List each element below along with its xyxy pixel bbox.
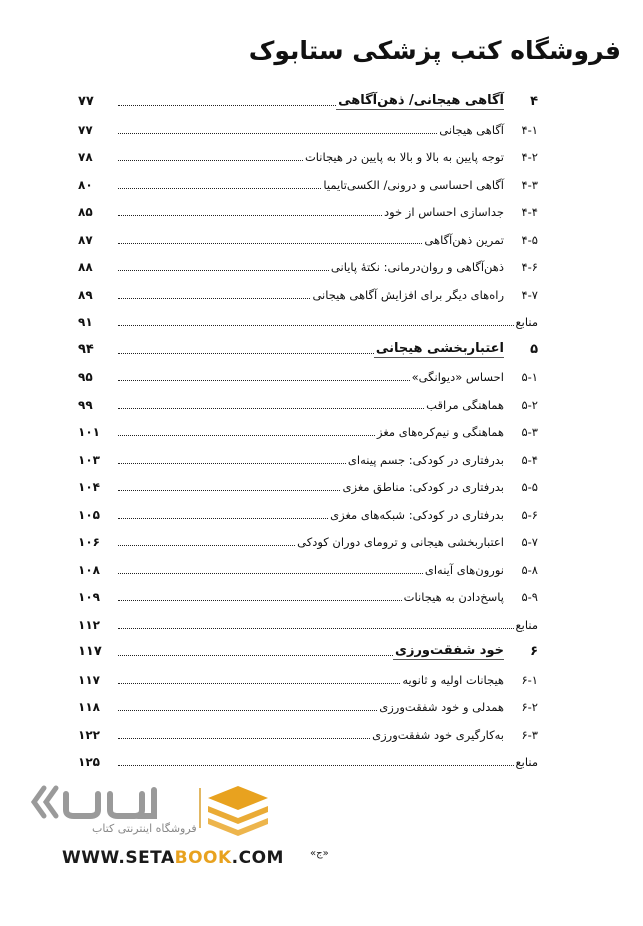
toc-section-number: ۴-۷ xyxy=(521,287,538,302)
toc-row[interactable] xyxy=(78,695,538,715)
toc-page-number: ۸۷ xyxy=(78,232,93,247)
toc-section-number: ۵-۶ xyxy=(521,507,538,522)
toc-page-number: ۷۸ xyxy=(78,150,93,164)
toc-row[interactable] xyxy=(78,475,538,495)
toc-page-number: ۱۰۱ xyxy=(78,425,100,439)
toc-section-number: ۵-۷ xyxy=(521,535,538,549)
toc-dot-leader xyxy=(118,737,370,739)
toc-dot-leader xyxy=(118,517,328,519)
toc-section-number: ۶-۱ xyxy=(521,672,538,687)
toc-dot-leader xyxy=(118,269,329,271)
toc-references-row[interactable] xyxy=(78,613,538,633)
toc-dot-leader xyxy=(118,599,402,601)
toc-page-number: ۱۰۵ xyxy=(78,507,100,522)
toc-section-title: منابع xyxy=(515,755,538,769)
toc-section-title: هیجانات اولیه و ثانویه xyxy=(402,672,504,687)
logo-arrows-icon xyxy=(34,788,56,816)
toc-section-title: پاسخ‌دادن به هیجانات xyxy=(403,590,504,604)
toc-dot-leader xyxy=(118,132,437,134)
toc-dot-leader xyxy=(118,682,400,684)
toc-dot-leader xyxy=(118,709,377,711)
toc-row[interactable] xyxy=(78,558,538,578)
toc-dot-leader xyxy=(118,214,382,216)
toc-section-title: منابع xyxy=(515,617,538,632)
toc-page-number: ۹۱ xyxy=(78,315,93,329)
toc-row[interactable] xyxy=(78,530,538,550)
toc-section-number: ۴-۲ xyxy=(521,150,538,164)
toc-section-number: ۵ xyxy=(530,341,538,357)
toc-section-title: جداسازی احساس از خود xyxy=(383,205,504,219)
toc-page-number: ۷۷ xyxy=(78,122,93,137)
toc-row[interactable] xyxy=(78,283,538,303)
toc-dot-leader xyxy=(118,764,514,766)
toc-row[interactable] xyxy=(78,145,538,165)
toc-section-number: ۴-۱ xyxy=(521,122,538,137)
toc-section-title: اعتباربخشی هیجانی و ترومای دوران کودکی xyxy=(297,535,504,549)
toc-page-number: ۱۱۸ xyxy=(78,700,100,714)
toc-dot-leader xyxy=(118,654,393,656)
toc-dot-leader xyxy=(118,159,303,161)
toc-page-number: ۸۰ xyxy=(78,177,93,192)
toc-section-number: ۵-۵ xyxy=(521,480,538,494)
toc-section-title: بدرفتاری در کودکی: جسم پینه‌ای xyxy=(347,452,504,467)
toc-section-title: توجه پایین به بالا و بالا به پایین در هیجانات xyxy=(304,150,504,164)
toc-page-number: ۹۴ xyxy=(78,341,94,357)
toc-dot-leader xyxy=(118,489,340,491)
toc-section-number: ۶-۳ xyxy=(521,727,538,742)
toc-section-title: راه‌های دیگر برای افزایش آگاهی هیجانی xyxy=(312,287,504,302)
toc-dot-leader xyxy=(118,572,423,574)
toc-dot-leader xyxy=(118,434,375,436)
toc-page-number: ۱۱۲ xyxy=(78,617,100,632)
toc-references-row[interactable] xyxy=(78,310,538,330)
toc-page-number: ۱۰۹ xyxy=(78,590,100,604)
toc-section-number: ۵-۲ xyxy=(521,397,538,412)
toc-section-title: نورون‌های آینه‌ای xyxy=(424,562,504,577)
toc-section-title: آگاهی هیجانی/ ذهن‌آگاهی xyxy=(338,93,504,108)
toc-section-title: آگاهی هیجانی xyxy=(439,122,504,137)
toc-section-number: ۵-۳ xyxy=(521,425,538,439)
toc-chapter-row[interactable] xyxy=(78,640,538,660)
toc-row[interactable] xyxy=(78,118,538,138)
toc-chapter-row[interactable] xyxy=(78,338,538,358)
toc-dot-leader xyxy=(118,544,295,546)
toc-section-number: ۵-۸ xyxy=(521,562,538,577)
toc-page-number: ۸۸ xyxy=(78,260,93,274)
toc-section-number: ۴ xyxy=(530,94,538,109)
toc-row[interactable] xyxy=(78,585,538,605)
toc-section-number: ۶-۲ xyxy=(521,700,538,714)
toc-page-number: ۸۹ xyxy=(78,287,93,302)
toc-section-title: اعتباربخشی هیجانی xyxy=(375,340,504,356)
toc-dot-leader xyxy=(118,407,424,409)
toc-dot-leader xyxy=(118,379,410,381)
toc-section-title: هماهنگی و نیم‌کره‌های مغز xyxy=(377,425,504,439)
toc-row[interactable] xyxy=(78,420,538,440)
book-stack-icon xyxy=(208,786,268,836)
toc-section-title: احساس «دیوانگی» xyxy=(411,370,504,384)
toc-section-number: ۵-۴ xyxy=(521,452,538,467)
toc-page-number: ۱۰۶ xyxy=(78,535,100,549)
toc-section-number: ۴-۴ xyxy=(521,205,538,219)
toc-dot-leader xyxy=(118,324,514,326)
toc-row[interactable] xyxy=(78,228,538,248)
toc-section-title: بدرفتاری در کودکی: مناطق مغزی xyxy=(342,480,504,494)
toc-dot-leader xyxy=(118,242,422,244)
toc-section-title: به‌کارگیری خود شفقت‌ورزی xyxy=(372,727,504,742)
toc-dot-leader xyxy=(118,297,310,299)
toc-references-row[interactable] xyxy=(78,750,538,770)
toc-row[interactable] xyxy=(78,503,538,523)
toc-row[interactable] xyxy=(78,723,538,743)
toc-dot-leader xyxy=(118,627,514,629)
toc-row[interactable] xyxy=(78,448,538,468)
toc-page-number: ۱۲۵ xyxy=(78,755,100,769)
toc-section-title: ذهن‌آگاهی و روان‌درمانی: نکتهٔ پایانی xyxy=(330,260,504,274)
toc-section-number: ۴-۳ xyxy=(521,177,538,192)
toc-section-title: خود شفقت‌ورزی xyxy=(395,643,504,658)
toc-section-title: بدرفتاری در کودکی: شبکه‌های مغزی xyxy=(330,507,504,522)
toc-section-number: ۵-۱ xyxy=(521,370,538,384)
page-number: «ج» xyxy=(310,848,329,859)
toc-section-title: هماهنگی مراقب xyxy=(426,397,504,412)
website-url[interactable]: WWW.SETABOOK.COM xyxy=(62,848,284,868)
toc-section-title: همدلی و خود شفقت‌ورزی xyxy=(379,700,504,714)
toc-section-title: منابع xyxy=(515,315,538,329)
toc-page-number: ۱۱۷ xyxy=(78,644,102,659)
toc-page-number: ۱۰۴ xyxy=(78,480,100,494)
toc-row[interactable] xyxy=(78,173,538,193)
toc-section-title: تمرین ذهن‌آگاهی xyxy=(424,232,504,247)
toc-row[interactable] xyxy=(78,200,538,220)
brand-tagline: فروشگاه اینترنتی کتاب xyxy=(92,822,197,835)
toc-dot-leader xyxy=(118,104,336,106)
toc-dot-leader xyxy=(118,352,374,354)
toc-page-number: ۹۹ xyxy=(78,397,93,412)
logo-letters-icon xyxy=(66,790,154,816)
toc-page-number: ۱۲۲ xyxy=(78,727,100,742)
toc-dot-leader xyxy=(118,462,346,464)
toc-section-number: ۵-۹ xyxy=(521,590,538,604)
toc-page-number: ۱۱۷ xyxy=(78,672,100,687)
toc-section-title: آگاهی احساسی و درونی/ الکسی‌تایمیا xyxy=(323,177,504,192)
toc-section-number: ۴-۵ xyxy=(521,232,538,247)
toc-page-number: ۱۰۳ xyxy=(78,452,100,467)
toc-section-number: ۴-۶ xyxy=(521,260,538,274)
toc-row[interactable] xyxy=(78,255,538,275)
toc-page-number: ۷۷ xyxy=(78,94,94,109)
toc-row[interactable] xyxy=(78,668,538,688)
toc-chapter-row[interactable] xyxy=(78,90,538,110)
toc-page-number: ۸۵ xyxy=(78,205,93,219)
toc-row[interactable] xyxy=(78,393,538,413)
toc-section-number: ۶ xyxy=(530,644,538,659)
toc-page-number: ۹۵ xyxy=(78,370,93,384)
page-title: فروشگاه کتب پزشکی ستابوک xyxy=(248,36,621,65)
toc-page-number: ۱۰۸ xyxy=(78,562,100,577)
toc-row[interactable] xyxy=(78,365,538,385)
toc-dot-leader xyxy=(118,187,321,189)
